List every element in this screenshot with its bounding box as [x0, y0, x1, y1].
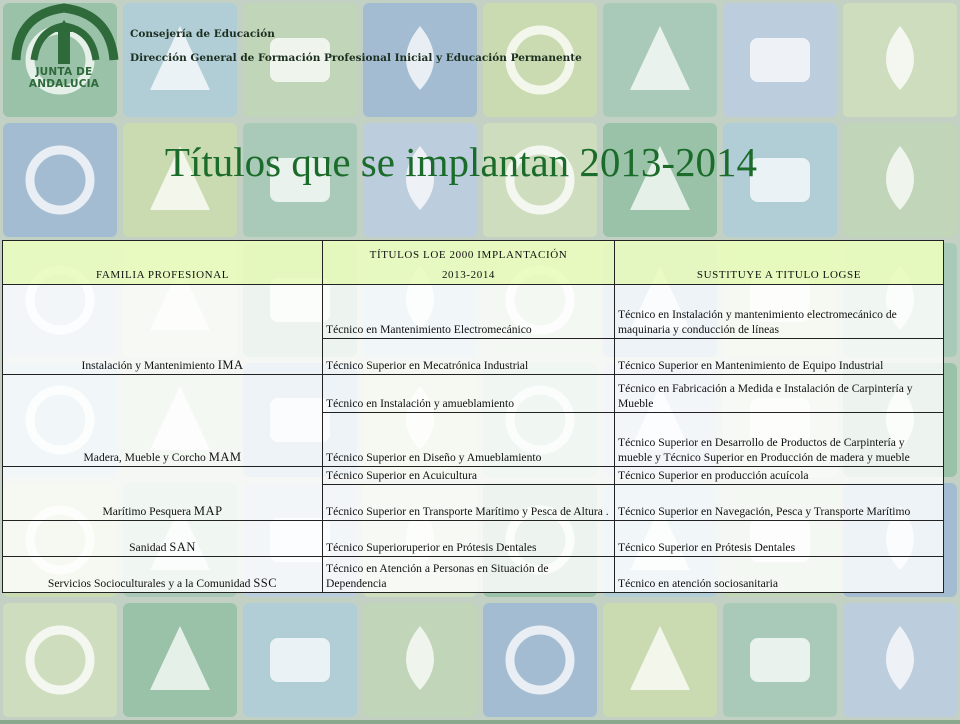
logse-title-cell: Técnico en Fabricación a Medida e Instalación de Carpintería y Mueble	[615, 375, 944, 413]
family-name: Instalación y Mantenimiento	[81, 359, 215, 372]
logse-title-cell: Técnico Superior en Mantenimiento de Equipo Industrial	[615, 339, 944, 375]
family-name: Sanidad	[129, 541, 167, 554]
logse-title-cell: Técnico Superior en Desarrollo de Productos de Carpintería y mueble y Técnico Superior en Producción de madera y mueble	[615, 413, 944, 467]
loe-title-cell: Técnico Superioruperior en Prótesis Dentales	[323, 521, 615, 557]
loe-title-cell: Técnico en Instalación y amueblamiento	[323, 375, 615, 413]
logo-emblem-icon	[6, 2, 124, 72]
family-name: Servicios Socioculturales y a la Comunidad	[47, 577, 251, 590]
table-row	[3, 285, 944, 339]
logo-caption: JUNTA DE ANDALUCIA	[28, 66, 100, 90]
logse-title-cell: Técnico Superior en producción acuícola	[615, 467, 944, 485]
header-familia: FAMILIA PROFESIONAL	[3, 241, 323, 285]
loe-title-cell: Técnico Superior en Mecatrónica Industrial	[323, 339, 615, 375]
family-cell	[3, 557, 323, 593]
family-code: MAM	[208, 450, 242, 464]
table-row	[3, 521, 944, 557]
family-name: Marítimo Pesquera	[102, 505, 192, 518]
table-header-row	[3, 241, 944, 285]
titles-table	[2, 240, 944, 593]
family-code: SAN	[169, 540, 196, 554]
logse-title-cell: Técnico en atención sociosanitaria	[615, 557, 944, 593]
page-title: Títulos que se implantan 2013-2014	[164, 139, 758, 185]
loe-title-cell: Técnico Superior en Diseño y Amueblamiento	[323, 413, 615, 467]
family-code: IMA	[217, 358, 244, 372]
page-header	[0, 0, 960, 110]
header-direccion-general: Dirección General de Formación Profesional Inicial y Educación Permanente	[130, 52, 582, 64]
logse-title-cell: Técnico Superior en Prótesis Dentales	[615, 521, 944, 557]
family-cell	[3, 375, 323, 467]
logse-title-cell: Técnico Superior en Navegación, Pesca y Transporte Marítimo	[615, 485, 944, 521]
family-cell	[3, 285, 323, 375]
header-titulos-loe: TÍTULOS LOE 2000 IMPLANTACIÓN 2013-2014	[323, 241, 615, 285]
family-code: SSC	[253, 576, 278, 590]
loe-title-cell: Técnico Superior en Transporte Marítimo y Pesca de Altura .	[323, 485, 615, 521]
family-cell	[3, 521, 323, 557]
header-consejeria: Consejería de Educación	[130, 28, 275, 40]
loe-title-cell: Técnico Superior en Acuicultura	[323, 467, 615, 485]
table-row	[3, 375, 944, 413]
family-cell	[3, 467, 323, 521]
table-row	[3, 557, 944, 593]
logse-title-cell: Técnico en Instalación y mantenimiento electromecánico de maquinaria y conducción de líneas	[615, 285, 944, 339]
family-code: MAP	[193, 504, 223, 518]
loe-title-cell: Técnico en Mantenimiento Electromecánico	[323, 285, 615, 339]
table-row	[3, 467, 944, 485]
loe-title-cell: Técnico en Atención a Personas en Situación de Dependencia	[323, 557, 615, 593]
family-name: Madera, Mueble y Corcho	[83, 451, 206, 464]
header-sustituye: SUSTITUYE A TITULO LOGSE	[615, 241, 944, 285]
